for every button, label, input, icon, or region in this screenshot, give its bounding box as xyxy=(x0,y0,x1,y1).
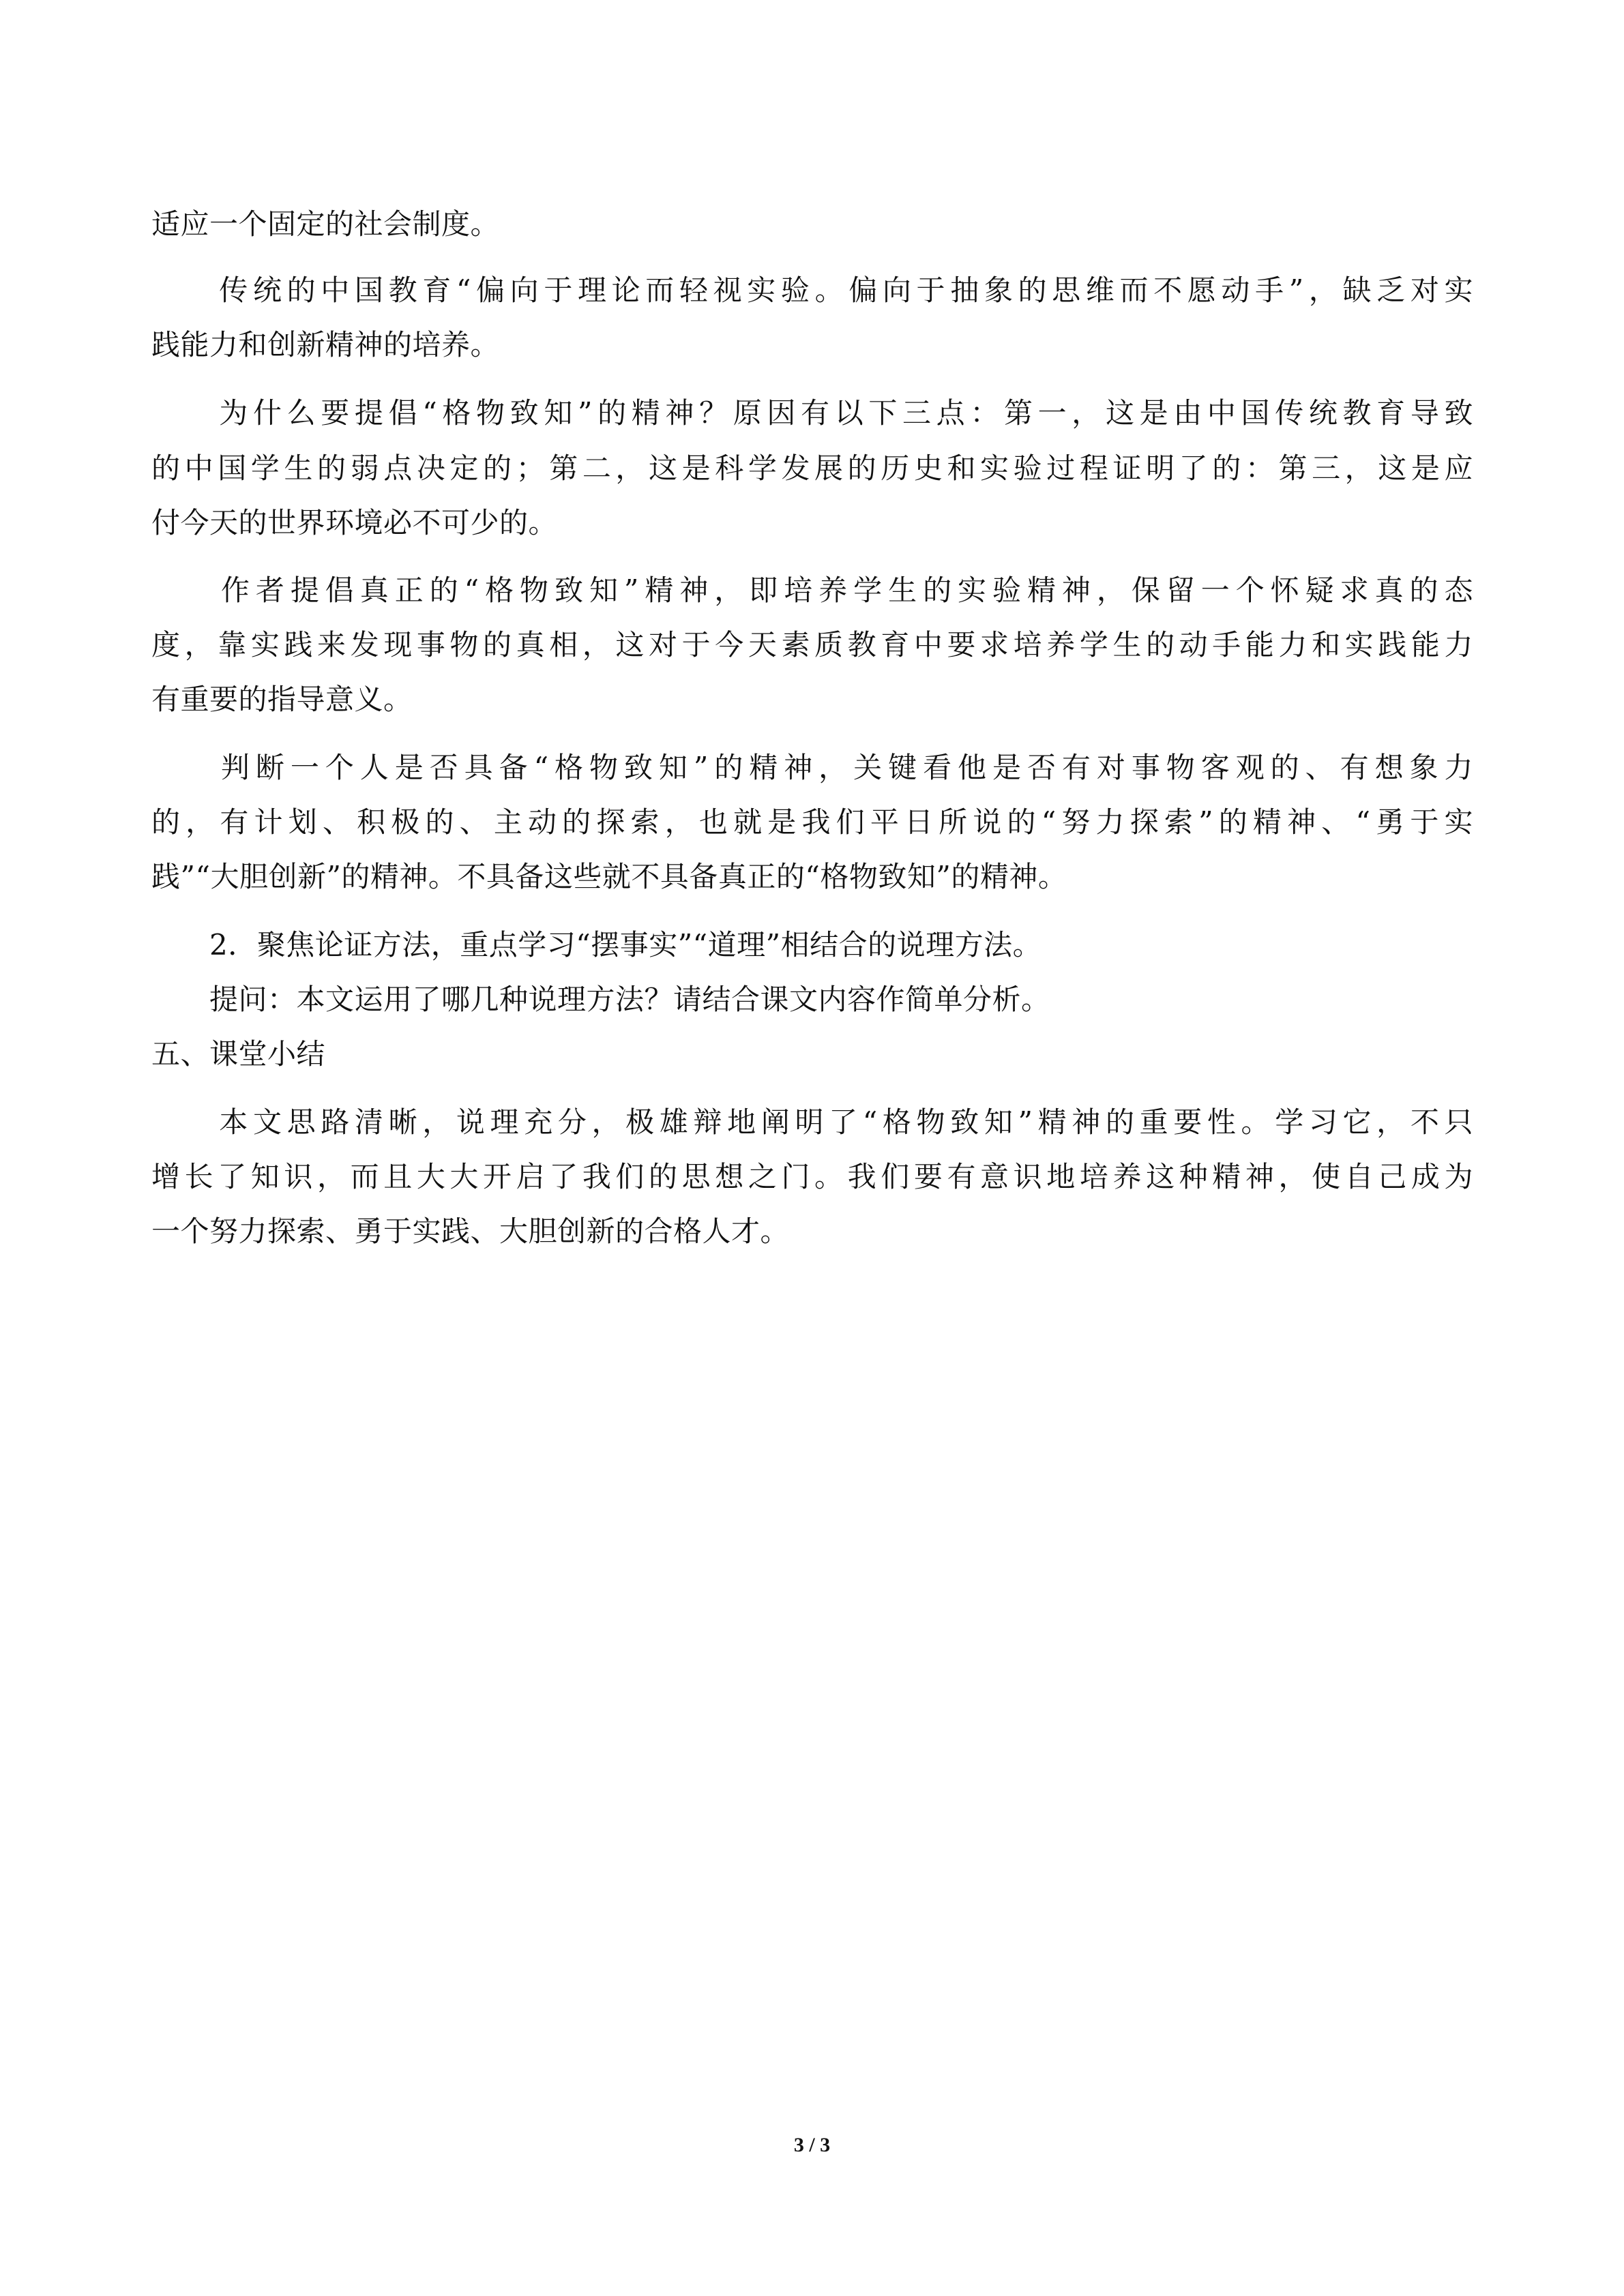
section-heading: 五、课堂小结 xyxy=(151,1037,326,1071)
text-line: 付今天的世界环境必不可少的。 xyxy=(151,506,558,539)
text-line: 的，有计划、积极的、主动的探索，也就是我们平日所说的“努力探索”的精神、“勇于实 xyxy=(151,805,1473,839)
text-line: 适应一个固定的社会制度。 xyxy=(151,207,500,241)
text-line: 度，靠实践来发现事物的真相，这对于今天素质教育中要求培养学生的动手能力和实践能力 xyxy=(151,628,1473,661)
text-line: 作者提倡真正的“格物致知”精神，即培养学生的实验精神，保留一个怀疑求真的态 xyxy=(151,573,1473,607)
text-line: 为什么要提倡“格物致知”的精神？原因有以下三点：第一，这是由中国传统教育导致 xyxy=(151,396,1473,430)
text-line: 增长了知识，而且大大开启了我们的思想之门。我们要有意识地培养这种精神，使自己成为 xyxy=(151,1160,1473,1193)
text-line: 践能力和创新精神的培养。 xyxy=(151,328,500,361)
text-line: 判断一个人是否具备“格物致知”的精神，关键看他是否有对事物客观的、有想象力 xyxy=(151,751,1473,784)
text-line: 的中国学生的弱点决定的；第二，这是科学发展的历史和实验过程证明了的：第三，这是应 xyxy=(151,451,1473,485)
text-line: 传统的中国教育“偏向于理论而轻视实验。偏向于抽象的思维而不愿动手”，缺乏对实 xyxy=(151,273,1473,307)
text-line: 一个努力探索、勇于实践、大胆创新的合格人才。 xyxy=(151,1214,790,1248)
text-line: 本文思路清晰，说理充分，极雄辩地阐明了“格物致知”精神的重要性。学习它，不只 xyxy=(151,1105,1473,1139)
text-line: 2．聚焦论证方法，重点学习“摆事实”“道理”相结合的说理方法。 xyxy=(151,928,1042,961)
page-number: 3 / 3 xyxy=(793,2134,831,2156)
text-line: 践”“大胆创新”的精神。不具备这些就不具备真正的“格物致知”的精神。 xyxy=(151,860,1067,893)
text-line: 有重要的指导意义。 xyxy=(151,683,413,716)
text-line: 提问：本文运用了哪几种说理方法？请结合课文内容作简单分析。 xyxy=(151,983,1050,1016)
